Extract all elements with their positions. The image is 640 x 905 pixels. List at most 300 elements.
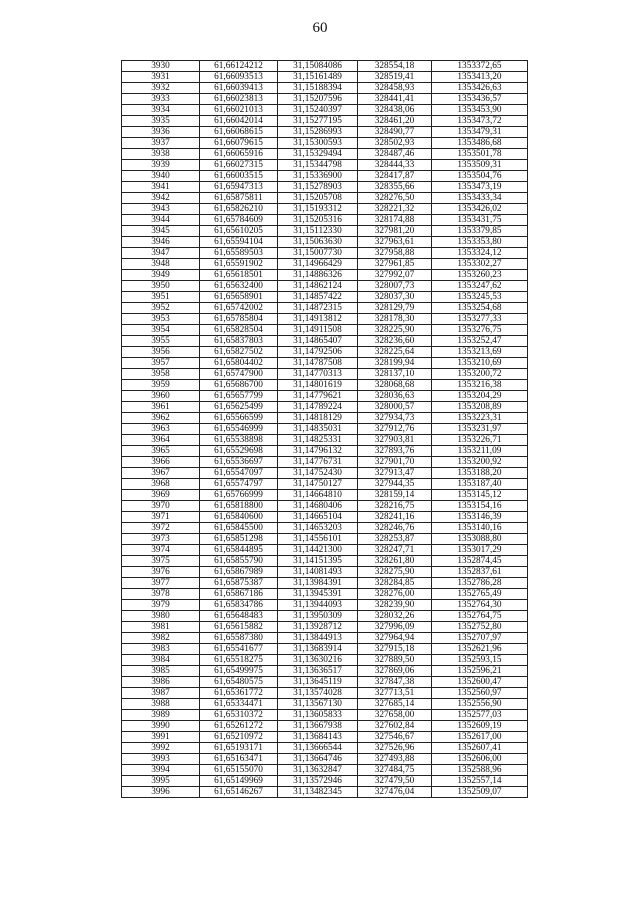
longitude-cell: 31,15205708 (278, 193, 358, 204)
x-coordinate-cell: 328458,93 (358, 83, 432, 94)
point-number-cell: 3980 (122, 611, 200, 622)
longitude-cell: 31,14653203 (278, 523, 358, 534)
point-number-cell: 3936 (122, 127, 200, 138)
longitude-cell: 31,15336900 (278, 171, 358, 182)
longitude-cell: 31,14796132 (278, 446, 358, 457)
longitude-cell: 31,14787508 (278, 358, 358, 369)
point-number-cell: 3984 (122, 655, 200, 666)
table-row (122, 116, 528, 127)
latitude-cell: 61,65536697 (200, 457, 278, 468)
latitude-cell: 61,65587380 (200, 633, 278, 644)
y-coordinate-cell: 1353501,78 (432, 149, 528, 160)
latitude-cell: 61,66027315 (200, 160, 278, 171)
latitude-cell: 61,65845500 (200, 523, 278, 534)
x-coordinate-cell: 327901,70 (358, 457, 432, 468)
y-coordinate-cell: 1353433,34 (432, 193, 528, 204)
y-coordinate-cell: 1353379,85 (432, 226, 528, 237)
y-coordinate-cell: 1353473,72 (432, 116, 528, 127)
table-row (122, 270, 528, 281)
point-number-cell: 3971 (122, 512, 200, 523)
x-coordinate-cell: 328261,80 (358, 556, 432, 567)
x-coordinate-cell: 328487,46 (358, 149, 432, 160)
y-coordinate-cell: 1353213,69 (432, 347, 528, 358)
x-coordinate-cell: 328174,88 (358, 215, 432, 226)
latitude-cell: 61,65632400 (200, 281, 278, 292)
x-coordinate-cell: 327992,07 (358, 270, 432, 281)
y-coordinate-cell: 1352621,96 (432, 644, 528, 655)
y-coordinate-cell: 1353247,62 (432, 281, 528, 292)
latitude-cell: 61,65591902 (200, 259, 278, 270)
y-coordinate-cell: 1353211,09 (432, 446, 528, 457)
longitude-cell: 31,13664746 (278, 754, 358, 765)
latitude-cell: 61,65538898 (200, 435, 278, 446)
point-number-cell: 3938 (122, 149, 200, 160)
table-row (122, 534, 528, 545)
latitude-cell: 61,65334471 (200, 699, 278, 710)
point-number-cell: 3985 (122, 666, 200, 677)
longitude-cell: 31,13630216 (278, 655, 358, 666)
longitude-cell: 31,15344798 (278, 160, 358, 171)
point-number-cell: 3943 (122, 204, 200, 215)
table-row (122, 688, 528, 699)
page-number: 60 (312, 20, 328, 36)
longitude-cell: 31,13928712 (278, 622, 358, 633)
latitude-cell: 61,65834786 (200, 600, 278, 611)
longitude-cell: 31,14665104 (278, 512, 358, 523)
latitude-cell: 61,65615882 (200, 622, 278, 633)
x-coordinate-cell: 328275,90 (358, 567, 432, 578)
point-number-cell: 3958 (122, 369, 200, 380)
longitude-cell: 31,15286993 (278, 127, 358, 138)
table-row (122, 83, 528, 94)
latitude-cell: 61,65261272 (200, 721, 278, 732)
latitude-cell: 61,65657799 (200, 391, 278, 402)
x-coordinate-cell: 327944,35 (358, 479, 432, 490)
x-coordinate-cell: 327913,47 (358, 468, 432, 479)
x-coordinate-cell: 327658,00 (358, 710, 432, 721)
table-row (122, 226, 528, 237)
longitude-cell: 31,14151395 (278, 556, 358, 567)
x-coordinate-cell: 328225,64 (358, 347, 432, 358)
y-coordinate-cell: 1353216,38 (432, 380, 528, 391)
y-coordinate-cell: 1352588,96 (432, 765, 528, 776)
point-number-cell: 3972 (122, 523, 200, 534)
table-row (122, 699, 528, 710)
point-number-cell: 3931 (122, 72, 200, 83)
y-coordinate-cell: 1353436,57 (432, 94, 528, 105)
x-coordinate-cell: 328239,90 (358, 600, 432, 611)
longitude-cell: 31,15240397 (278, 105, 358, 116)
latitude-cell: 61,65875811 (200, 193, 278, 204)
table-row (122, 369, 528, 380)
table-row (122, 314, 528, 325)
latitude-cell: 61,65851298 (200, 534, 278, 545)
x-coordinate-cell: 328007,73 (358, 281, 432, 292)
point-number-cell: 3962 (122, 413, 200, 424)
latitude-cell: 61,65610205 (200, 226, 278, 237)
point-number-cell: 3991 (122, 732, 200, 743)
y-coordinate-cell: 1353453,90 (432, 105, 528, 116)
latitude-cell: 61,65574797 (200, 479, 278, 490)
y-coordinate-cell: 1353145,12 (432, 490, 528, 501)
x-coordinate-cell: 328216,75 (358, 501, 432, 512)
latitude-cell: 61,65947313 (200, 182, 278, 193)
y-coordinate-cell: 1352593,15 (432, 655, 528, 666)
longitude-cell: 31,15207596 (278, 94, 358, 105)
x-coordinate-cell: 327915,18 (358, 644, 432, 655)
x-coordinate-cell: 328037,30 (358, 292, 432, 303)
table-row (122, 204, 528, 215)
y-coordinate-cell: 1353017,29 (432, 545, 528, 556)
table-row (122, 215, 528, 226)
latitude-cell: 61,65310372 (200, 710, 278, 721)
point-number-cell: 3953 (122, 314, 200, 325)
longitude-cell: 31,13572946 (278, 776, 358, 787)
table-row (122, 281, 528, 292)
y-coordinate-cell: 1353245,53 (432, 292, 528, 303)
y-coordinate-cell: 1353204,29 (432, 391, 528, 402)
y-coordinate-cell: 1353277,33 (432, 314, 528, 325)
point-number-cell: 3976 (122, 567, 200, 578)
x-coordinate-cell: 327869,06 (358, 666, 432, 677)
table-row (122, 655, 528, 666)
x-coordinate-cell: 328225,90 (358, 325, 432, 336)
x-coordinate-cell: 328236,60 (358, 336, 432, 347)
x-coordinate-cell: 327479,50 (358, 776, 432, 787)
table-row (122, 677, 528, 688)
latitude-cell: 61,66065916 (200, 149, 278, 160)
y-coordinate-cell: 1352596,21 (432, 666, 528, 677)
y-coordinate-cell: 1353154,16 (432, 501, 528, 512)
longitude-cell: 31,15277195 (278, 116, 358, 127)
y-coordinate-cell: 1353431,75 (432, 215, 528, 226)
longitude-cell: 31,15161489 (278, 72, 358, 83)
point-number-cell: 3966 (122, 457, 200, 468)
latitude-cell: 61,66079615 (200, 138, 278, 149)
x-coordinate-cell: 327889,50 (358, 655, 432, 666)
table-row (122, 732, 528, 743)
point-number-cell: 3977 (122, 578, 200, 589)
point-number-cell: 3945 (122, 226, 200, 237)
point-number-cell: 3968 (122, 479, 200, 490)
table-row (122, 402, 528, 413)
latitude-cell: 61,65747900 (200, 369, 278, 380)
x-coordinate-cell: 327847,38 (358, 677, 432, 688)
latitude-cell: 61,65742002 (200, 303, 278, 314)
y-coordinate-cell: 1353302,27 (432, 259, 528, 270)
point-number-cell: 3982 (122, 633, 200, 644)
table-row (122, 633, 528, 644)
point-number-cell: 3960 (122, 391, 200, 402)
point-number-cell: 3996 (122, 787, 200, 798)
table-row (122, 72, 528, 83)
y-coordinate-cell: 1352874,45 (432, 556, 528, 567)
x-coordinate-cell: 327484,75 (358, 765, 432, 776)
longitude-cell: 31,13944093 (278, 600, 358, 611)
x-coordinate-cell: 328000,57 (358, 402, 432, 413)
x-coordinate-cell: 328032,26 (358, 611, 432, 622)
x-coordinate-cell: 327602,84 (358, 721, 432, 732)
longitude-cell: 31,14680406 (278, 501, 358, 512)
longitude-cell: 31,13950309 (278, 611, 358, 622)
x-coordinate-cell: 327526,96 (358, 743, 432, 754)
latitude-cell: 61,66023813 (200, 94, 278, 105)
longitude-cell: 31,15188394 (278, 83, 358, 94)
point-number-cell: 3965 (122, 446, 200, 457)
table-row (122, 754, 528, 765)
table-row (122, 578, 528, 589)
latitude-cell: 61,65784609 (200, 215, 278, 226)
latitude-cell: 61,65828504 (200, 325, 278, 336)
table-row (122, 259, 528, 270)
x-coordinate-cell: 328355,66 (358, 182, 432, 193)
table-row (122, 710, 528, 721)
x-coordinate-cell: 327963,61 (358, 237, 432, 248)
y-coordinate-cell: 1352765,49 (432, 589, 528, 600)
longitude-cell: 31,15063630 (278, 237, 358, 248)
x-coordinate-cell: 328068,68 (358, 380, 432, 391)
point-number-cell: 3954 (122, 325, 200, 336)
table-row (122, 413, 528, 424)
point-number-cell: 3970 (122, 501, 200, 512)
x-coordinate-cell: 328438,06 (358, 105, 432, 116)
longitude-cell: 31,15300593 (278, 138, 358, 149)
table-row (122, 303, 528, 314)
table-row (122, 325, 528, 336)
longitude-cell: 31,13482345 (278, 787, 358, 798)
point-number-cell: 3937 (122, 138, 200, 149)
point-number-cell: 3961 (122, 402, 200, 413)
latitude-cell: 61,65867186 (200, 589, 278, 600)
table-row (122, 490, 528, 501)
latitude-cell: 61,65840600 (200, 512, 278, 523)
y-coordinate-cell: 1352837,61 (432, 567, 528, 578)
latitude-cell: 61,65518275 (200, 655, 278, 666)
point-number-cell: 3969 (122, 490, 200, 501)
latitude-cell: 61,66042014 (200, 116, 278, 127)
table-row (122, 237, 528, 248)
point-number-cell: 3949 (122, 270, 200, 281)
table-row (122, 138, 528, 149)
latitude-cell: 61,65541677 (200, 644, 278, 655)
y-coordinate-cell: 1353226,71 (432, 435, 528, 446)
longitude-cell: 31,14779621 (278, 391, 358, 402)
table-row (122, 567, 528, 578)
point-number-cell: 3942 (122, 193, 200, 204)
latitude-cell: 61,65480575 (200, 677, 278, 688)
table-row (122, 61, 528, 72)
longitude-cell: 31,14886326 (278, 270, 358, 281)
y-coordinate-cell: 1353372,65 (432, 61, 528, 72)
x-coordinate-cell: 328444,33 (358, 160, 432, 171)
x-coordinate-cell: 328036,63 (358, 391, 432, 402)
table-row (122, 160, 528, 171)
x-coordinate-cell: 327996,09 (358, 622, 432, 633)
table-row (122, 391, 528, 402)
point-number-cell: 3978 (122, 589, 200, 600)
latitude-cell: 61,65785804 (200, 314, 278, 325)
latitude-cell: 61,65867989 (200, 567, 278, 578)
longitude-cell: 31,13844913 (278, 633, 358, 644)
longitude-cell: 31,15112330 (278, 226, 358, 237)
latitude-cell: 61,65658901 (200, 292, 278, 303)
x-coordinate-cell: 328199,94 (358, 358, 432, 369)
latitude-cell: 61,65818800 (200, 501, 278, 512)
table-row (122, 193, 528, 204)
y-coordinate-cell: 1353276,75 (432, 325, 528, 336)
y-coordinate-cell: 1352764,75 (432, 611, 528, 622)
longitude-cell: 31,13567130 (278, 699, 358, 710)
longitude-cell: 31,14966429 (278, 259, 358, 270)
y-coordinate-cell: 1353187,40 (432, 479, 528, 490)
y-coordinate-cell: 1353252,47 (432, 336, 528, 347)
y-coordinate-cell: 1352556,90 (432, 699, 528, 710)
latitude-cell: 61,66039413 (200, 83, 278, 94)
coordinates-table (121, 60, 528, 798)
x-coordinate-cell: 327493,88 (358, 754, 432, 765)
point-number-cell: 3939 (122, 160, 200, 171)
point-number-cell: 3981 (122, 622, 200, 633)
table-row (122, 171, 528, 182)
y-coordinate-cell: 1353254,68 (432, 303, 528, 314)
longitude-cell: 31,14664810 (278, 490, 358, 501)
latitude-cell: 61,65155070 (200, 765, 278, 776)
longitude-cell: 31,14872315 (278, 303, 358, 314)
table-row (122, 787, 528, 798)
x-coordinate-cell: 327964,94 (358, 633, 432, 644)
table-row (122, 248, 528, 259)
y-coordinate-cell: 1353353,80 (432, 237, 528, 248)
point-number-cell: 3995 (122, 776, 200, 787)
longitude-cell: 31,13605833 (278, 710, 358, 721)
longitude-cell: 31,14789224 (278, 402, 358, 413)
latitude-cell: 61,65546999 (200, 424, 278, 435)
y-coordinate-cell: 1352600,47 (432, 677, 528, 688)
point-number-cell: 3948 (122, 259, 200, 270)
latitude-cell: 61,65149969 (200, 776, 278, 787)
longitude-cell: 31,14911508 (278, 325, 358, 336)
latitude-cell: 61,65361772 (200, 688, 278, 699)
table-row (122, 765, 528, 776)
longitude-cell: 31,13645119 (278, 677, 358, 688)
point-number-cell: 3975 (122, 556, 200, 567)
x-coordinate-cell: 328221,32 (358, 204, 432, 215)
x-coordinate-cell: 327893,76 (358, 446, 432, 457)
y-coordinate-cell: 1353140,16 (432, 523, 528, 534)
table-row (122, 182, 528, 193)
y-coordinate-cell: 1352786,28 (432, 578, 528, 589)
point-number-cell: 3986 (122, 677, 200, 688)
x-coordinate-cell: 328253,87 (358, 534, 432, 545)
latitude-cell: 61,65163471 (200, 754, 278, 765)
y-coordinate-cell: 1353088,80 (432, 534, 528, 545)
longitude-cell: 31,13683914 (278, 644, 358, 655)
y-coordinate-cell: 1353486,68 (432, 138, 528, 149)
latitude-cell: 61,65837803 (200, 336, 278, 347)
latitude-cell: 61,65193171 (200, 743, 278, 754)
table-row (122, 523, 528, 534)
x-coordinate-cell: 327981,20 (358, 226, 432, 237)
latitude-cell: 61,66021013 (200, 105, 278, 116)
y-coordinate-cell: 1352752,80 (432, 622, 528, 633)
latitude-cell: 61,65648483 (200, 611, 278, 622)
point-number-cell: 3983 (122, 644, 200, 655)
point-number-cell: 3955 (122, 336, 200, 347)
point-number-cell: 3933 (122, 94, 200, 105)
y-coordinate-cell: 1352557,14 (432, 776, 528, 787)
latitude-cell: 61,65625499 (200, 402, 278, 413)
latitude-cell: 61,65826210 (200, 204, 278, 215)
table-row (122, 479, 528, 490)
x-coordinate-cell: 327934,73 (358, 413, 432, 424)
y-coordinate-cell: 1352560,97 (432, 688, 528, 699)
x-coordinate-cell: 327961,85 (358, 259, 432, 270)
x-coordinate-cell: 328502,93 (358, 138, 432, 149)
table-row (122, 347, 528, 358)
longitude-cell: 31,13984391 (278, 578, 358, 589)
point-number-cell: 3959 (122, 380, 200, 391)
x-coordinate-cell: 328276,00 (358, 589, 432, 600)
table-row (122, 446, 528, 457)
table-row (122, 127, 528, 138)
point-number-cell: 3947 (122, 248, 200, 259)
y-coordinate-cell: 1353223,31 (432, 413, 528, 424)
table-row (122, 292, 528, 303)
x-coordinate-cell: 327546,67 (358, 732, 432, 743)
longitude-cell: 31,14865407 (278, 336, 358, 347)
table-row (122, 468, 528, 479)
point-number-cell: 3964 (122, 435, 200, 446)
table-row (122, 336, 528, 347)
longitude-cell: 31,13667938 (278, 721, 358, 732)
longitude-cell: 31,15278903 (278, 182, 358, 193)
longitude-cell: 31,15205316 (278, 215, 358, 226)
latitude-cell: 61,65210972 (200, 732, 278, 743)
longitude-cell: 31,15084086 (278, 61, 358, 72)
point-number-cell: 3987 (122, 688, 200, 699)
y-coordinate-cell: 1352509,07 (432, 787, 528, 798)
x-coordinate-cell: 327713,51 (358, 688, 432, 699)
point-number-cell: 3940 (122, 171, 200, 182)
x-coordinate-cell: 328276,50 (358, 193, 432, 204)
table-row (122, 358, 528, 369)
y-coordinate-cell: 1353146,39 (432, 512, 528, 523)
x-coordinate-cell: 328461,20 (358, 116, 432, 127)
y-coordinate-cell: 1353413,20 (432, 72, 528, 83)
table-row (122, 600, 528, 611)
x-coordinate-cell: 328554,18 (358, 61, 432, 72)
longitude-cell: 31,14750127 (278, 479, 358, 490)
table-row (122, 512, 528, 523)
latitude-cell: 61,65844895 (200, 545, 278, 556)
longitude-cell: 31,14556101 (278, 534, 358, 545)
point-number-cell: 3993 (122, 754, 200, 765)
point-number-cell: 3950 (122, 281, 200, 292)
table-row (122, 424, 528, 435)
x-coordinate-cell: 328519,41 (358, 72, 432, 83)
y-coordinate-cell: 1352617,00 (432, 732, 528, 743)
longitude-cell: 31,14801619 (278, 380, 358, 391)
y-coordinate-cell: 1352707,97 (432, 633, 528, 644)
latitude-cell: 61,66124212 (200, 61, 278, 72)
point-number-cell: 3957 (122, 358, 200, 369)
latitude-cell: 61,65766999 (200, 490, 278, 501)
longitude-cell: 31,13574028 (278, 688, 358, 699)
x-coordinate-cell: 328284,85 (358, 578, 432, 589)
y-coordinate-cell: 1353200,72 (432, 369, 528, 380)
longitude-cell: 31,14792506 (278, 347, 358, 358)
latitude-cell: 61,65146267 (200, 787, 278, 798)
